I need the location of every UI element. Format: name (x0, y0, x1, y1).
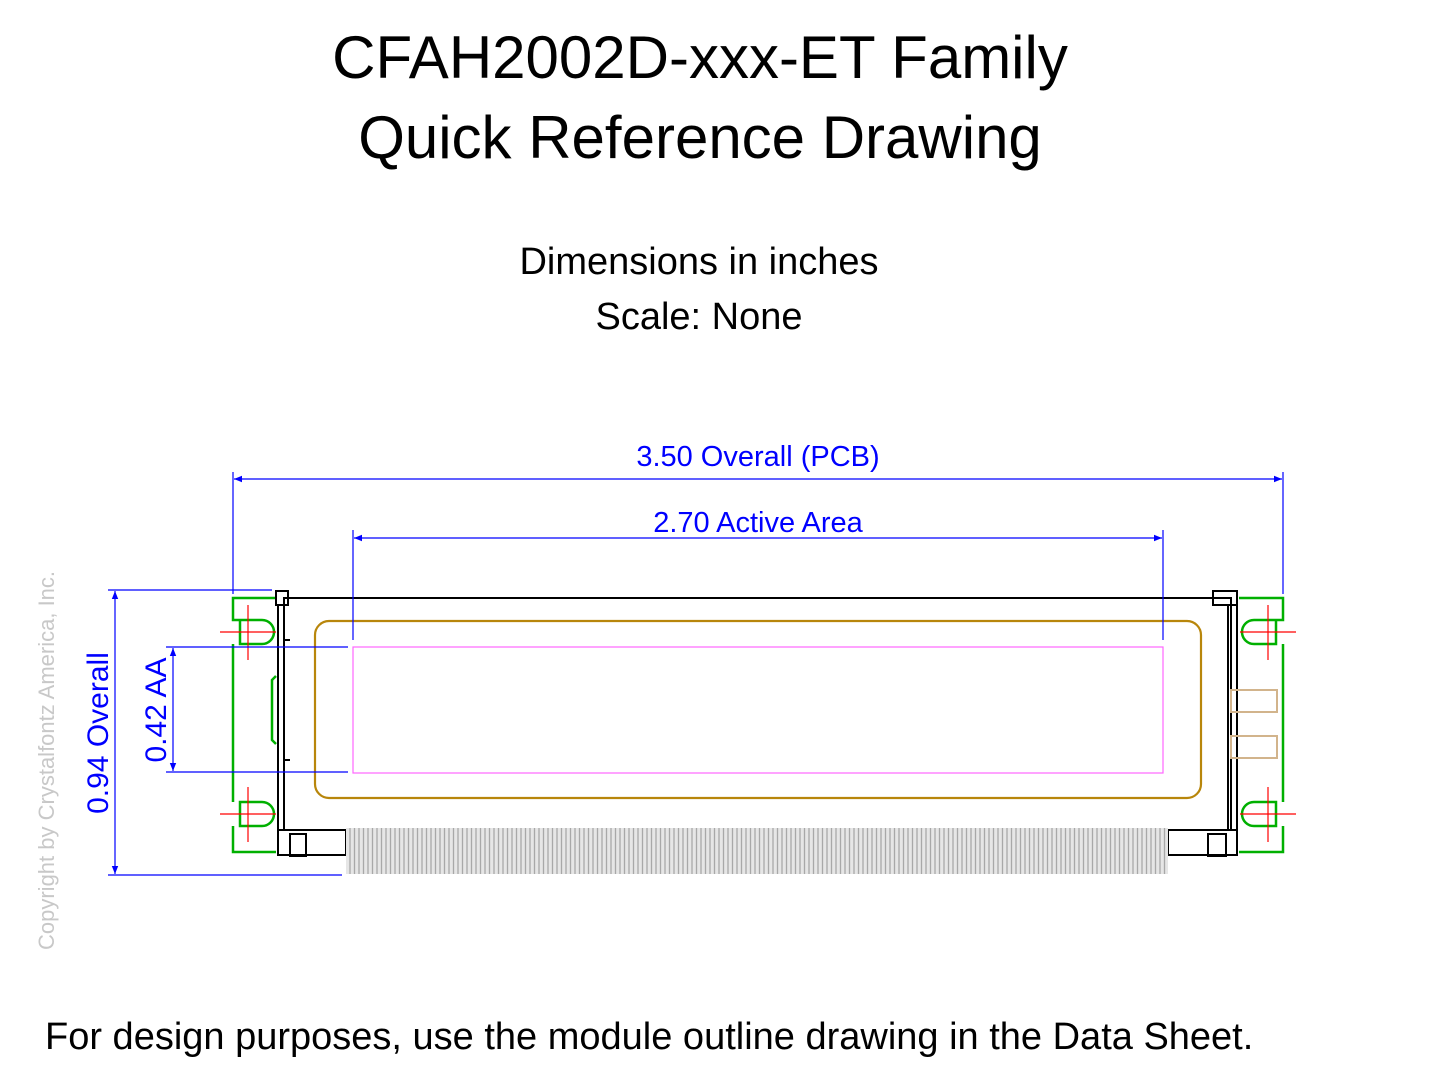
active-area (353, 647, 1163, 773)
title-line-1: CFAH2002D-xxx-ET Family (332, 24, 1068, 91)
overall-width-label: 3.50 Overall (PCB) (636, 441, 880, 473)
design-note: For design purposes, use the module outline drawing in the Data Sheet. (45, 1016, 1254, 1058)
overall-height-label: 0.94 Overall (82, 652, 115, 814)
pcb-outline (233, 598, 1283, 852)
bezel-outline (276, 591, 1237, 856)
active-height-label: 0.42 AA (140, 657, 173, 763)
copyright-watermark: Copyright by Crystalfontz America, Inc. (34, 570, 59, 950)
units-note: Dimensions in inches (519, 241, 879, 283)
flex-ribbon (346, 828, 1168, 874)
active-width-label: 2.70 Active Area (653, 507, 863, 539)
title-line-2: Quick Reference Drawing (358, 104, 1042, 171)
mounting-hole-markers (220, 605, 1296, 842)
scale-note: Scale: None (595, 296, 803, 338)
